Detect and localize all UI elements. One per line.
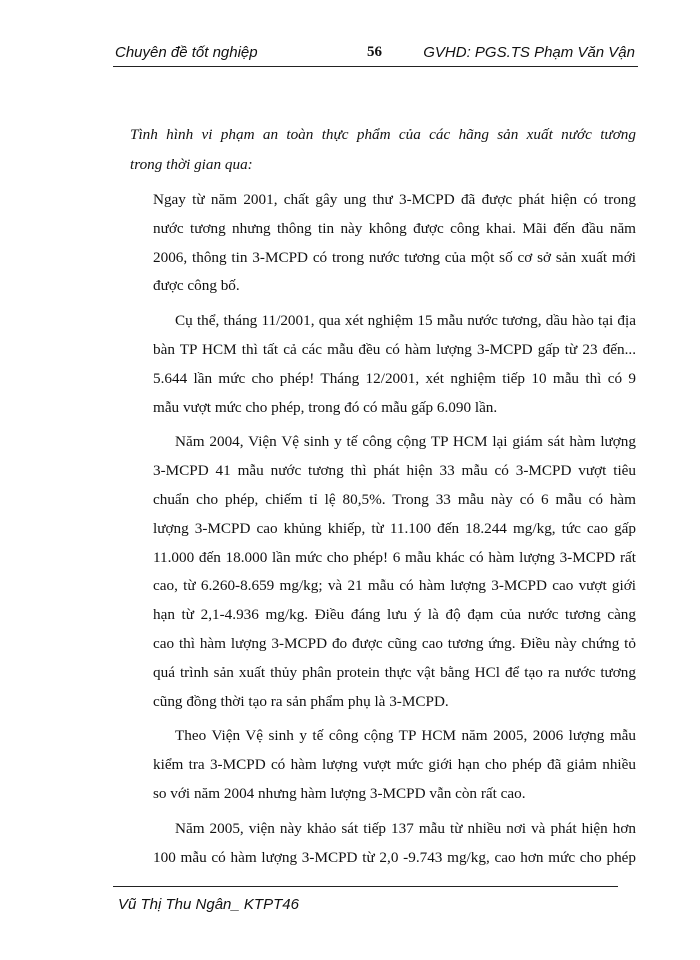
paragraph-line: 5.644 lần mức cho phép! Tháng 12/2001, xét nghiệm tiếp 10 mẫu thì có 9 bbox=[153, 369, 636, 387]
paragraph bbox=[131, 307, 636, 422]
page-number: 56 bbox=[367, 44, 382, 60]
header-advisor: GVHD: PGS.TS Phạm Văn Vận bbox=[423, 44, 635, 61]
paragraph-line: 11.000 đến 18.000 lần mức cho phép! 6 mẫu khác có hàm lượng 3-MCPD rất bbox=[153, 548, 636, 566]
paragraph-line: Năm 2004, Viện Vệ sinh y tế công cộng TP HCM lại giám sát hàm lượng bbox=[175, 433, 636, 451]
paragraph bbox=[131, 722, 636, 808]
header-title: Chuyên đề tốt nghiệp bbox=[115, 44, 258, 61]
page-header bbox=[115, 42, 635, 66]
paragraph bbox=[131, 186, 636, 301]
paragraph-line: quá trình sản xuất thủy phân protein thực vật bằng HCl để tạo ra nước tương bbox=[153, 663, 636, 681]
heading-line: Tình hình vi phạm an toàn thực phẩm của các hãng sản xuất nước tương bbox=[130, 126, 636, 143]
footer-divider bbox=[113, 886, 618, 887]
paragraph-line: hạn từ 2,1-4.936 mg/kg. Điều đáng lưu ý là độ đạm của nước tương càng bbox=[153, 606, 636, 624]
paragraph-line: cao, từ 6.260-8.659 mg/kg; và 21 mẫu có hàm lượng 3-MCPD cao vượt giới bbox=[153, 577, 636, 595]
section-heading bbox=[130, 120, 636, 180]
paragraph-line: nước tương nhưng thông tin này không được công khai. Mãi đến đầu năm bbox=[153, 219, 636, 237]
paragraph-line: 3-MCPD 41 mẫu nước tương thì phát hiện 33 mẫu có 3-MCPD vượt tiêu bbox=[153, 462, 636, 480]
header-divider bbox=[113, 66, 638, 67]
paragraph-line: Theo Viện Vệ sinh y tế công cộng TP HCM năm 2005, 2006 lượng mẫu bbox=[175, 727, 636, 745]
paragraph-line: chuẩn cho phép, chiếm tỉ lệ 80,5%. Trong 33 mẫu này có 6 mẫu có hàm bbox=[153, 490, 636, 508]
paragraph-line: mẫu vượt mức cho phép, trong đó có mẫu gấp 6.090 lần. bbox=[153, 398, 498, 416]
document-body bbox=[131, 120, 636, 878]
paragraph-line: Năm 2005, viện này khảo sát tiếp 137 mẫu từ nhiều nơi và phát hiện hơn bbox=[175, 819, 636, 837]
paragraph bbox=[131, 428, 636, 716]
paragraph-line: kiểm tra 3-MCPD có hàm lượng vượt mức giới hạn cho phép đã giảm nhiều bbox=[153, 756, 636, 774]
paragraph-line: cũng đồng thời tạo ra sản phẩm phụ là 3-MCPD. bbox=[153, 692, 449, 710]
paragraph-line: so với năm 2004 nhưng hàm lượng 3-MCPD vẫn còn rất cao. bbox=[153, 784, 526, 802]
paragraph-line: cao thì hàm lượng 3-MCPD đo được cũng cao tương ứng. Điều này chứng tỏ bbox=[153, 634, 636, 652]
paragraph bbox=[131, 815, 636, 873]
footer-author: Vũ Thị Thu Ngân_ KTPT46 bbox=[118, 896, 299, 913]
paragraph-line: Cụ thể, tháng 11/2001, qua xét nghiệm 15 mẫu nước tương, dầu hào tại địa bbox=[175, 312, 636, 330]
paragraph-line: Ngay từ năm 2001, chất gây ung thư 3-MCPD đã được phát hiện có trong bbox=[153, 191, 636, 208]
paragraph-line: lượng 3-MCPD cao khủng khiếp, từ 11.100 đến 18.244 mg/kg, tức cao gấp bbox=[153, 519, 636, 537]
paragraph-line: 2006, thông tin 3-MCPD có trong nước tương của một số cơ sở sản xuất mới bbox=[153, 248, 636, 266]
paragraph-line: bàn TP HCM thì tất cả các mẫu đều có hàm lượng 3-MCPD gấp từ 23 đến... bbox=[153, 340, 636, 358]
paragraph-line: được công bố. bbox=[153, 277, 240, 295]
paragraph-line: 100 mẫu có hàm lượng 3-MCPD từ 2,0 -9.743 mg/kg, cao hơn mức cho phép bbox=[153, 848, 636, 866]
heading-line: trong thời gian qua: bbox=[130, 156, 253, 173]
